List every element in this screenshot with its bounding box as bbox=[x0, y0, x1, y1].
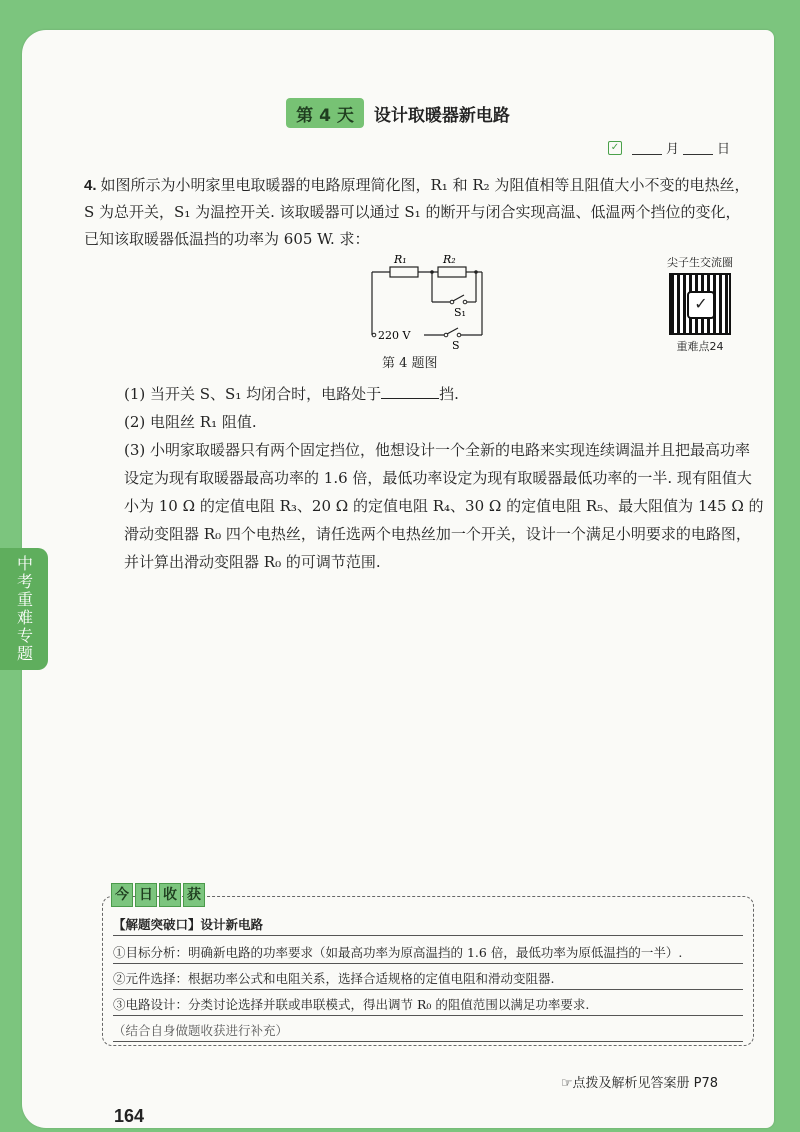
badge-char: 收 bbox=[159, 883, 181, 907]
sub1-text-end: 挡. bbox=[439, 385, 459, 403]
day-blank[interactable] bbox=[683, 140, 713, 155]
badge-char: 获 bbox=[183, 883, 205, 907]
gains-line-supplement[interactable]: （结合自身做题收获进行补充） bbox=[113, 1021, 743, 1042]
page-sheet bbox=[22, 30, 774, 1128]
qr-top-label: 尖子生交流圈 bbox=[667, 256, 733, 269]
todays-gains-badge bbox=[111, 883, 205, 907]
s1-label: S₁ bbox=[454, 306, 466, 319]
qr-block[interactable] bbox=[660, 254, 740, 354]
resistor-r2-symbol bbox=[438, 267, 466, 277]
sub-question-1 bbox=[124, 380, 764, 408]
day-badge: 第 4 天 bbox=[286, 98, 364, 128]
question-number: 4. bbox=[84, 177, 97, 194]
todays-gains-box bbox=[102, 887, 754, 1046]
voltage-label: 220 V bbox=[378, 329, 411, 342]
badge-char: 今 bbox=[111, 883, 133, 907]
r2-label: R₂ bbox=[443, 253, 456, 266]
gains-line: ③电路设计：分类讨论选择并联或串联模式，得出调节 R₀ 的阻值范围以满足功率要求. bbox=[113, 995, 743, 1016]
r1-label: R₁ bbox=[394, 253, 407, 266]
problem-text: 如图所示为小明家里电取暖器的电路原理简化图，R₁ 和 R₂ 为阻值相等且阻值大小不变的电热丝，S 为总开关，S₁ 为温控开关. 该取暖器可以通过 S₁ 的断开与闭合实现高温、低温两个挡位的变化，已知该取暖器低温挡的功率为 605 W. 求： bbox=[84, 176, 750, 248]
resistor-r1-symbol bbox=[390, 267, 418, 277]
qr-code-icon[interactable] bbox=[669, 273, 731, 335]
calendar-check-icon: ✓ bbox=[608, 141, 622, 155]
gains-line: ①目标分析：明确新电路的功率要求（如最高功率为原高温挡的 1.6 倍，最低功率为原低温挡的一半）. bbox=[113, 943, 743, 964]
qr-bottom-label: 重难点24 bbox=[676, 340, 724, 353]
figure-caption: 第 4 题图 bbox=[382, 356, 438, 371]
circuit-diagram bbox=[342, 252, 492, 352]
answer-reference-link[interactable]: ☞点拨及解析见答案册 P78 bbox=[560, 1076, 718, 1091]
problem-statement bbox=[84, 172, 754, 253]
s-label: S bbox=[452, 339, 460, 352]
checkmark-icon: ✓ bbox=[687, 291, 715, 319]
month-blank[interactable] bbox=[632, 140, 662, 155]
lesson-title bbox=[22, 98, 774, 128]
page-number: 164 bbox=[114, 1106, 145, 1126]
answer-blank[interactable] bbox=[381, 382, 439, 399]
switch-s-symbol bbox=[447, 328, 458, 334]
date-fill-row bbox=[608, 138, 730, 157]
section-side-tab[interactable]: 中考重难专题 bbox=[0, 548, 48, 670]
sub-question-2: (2) 电阻丝 R₁ 阻值. bbox=[124, 413, 257, 431]
sub-question-3: (3) 小明家取暖器只有两个固定挡位，他想设计一个全新的电路来实现连续调温并且把最高功率设定为现有取暖器最高功率的 1.6 倍，最低功率设定为现有取暖器最低功率的一半. 现有阻值大小为 10 Ω 的定值电阻 R₃、20 Ω 的定值电阻 R₄、30 Ω 的定值电阻 R₅、最大阻值为 145 Ω 的滑动变阻器 R₀ 四个电热丝，请任选两个电热丝加一个开关，设计一个满足小明要求的电路图，并计算出滑动变阻器 R₀ 的可调节范围. bbox=[124, 441, 764, 571]
sub1-text: (1) 当开关 S、S₁ 均闭合时，电路处于 bbox=[124, 385, 382, 403]
day-label: 日 bbox=[716, 142, 730, 157]
month-label: 月 bbox=[665, 142, 679, 157]
gains-heading: 【解题突破口】设计新电路 bbox=[113, 915, 743, 936]
switch-s1-symbol bbox=[453, 295, 464, 301]
badge-char: 日 bbox=[135, 883, 157, 907]
lesson-title-text: 设计取暖器新电路 bbox=[373, 106, 510, 126]
gains-line: ②元件选择：根据功率公式和电阻关系，选择合适规格的定值电阻和滑动变阻器. bbox=[113, 969, 743, 990]
